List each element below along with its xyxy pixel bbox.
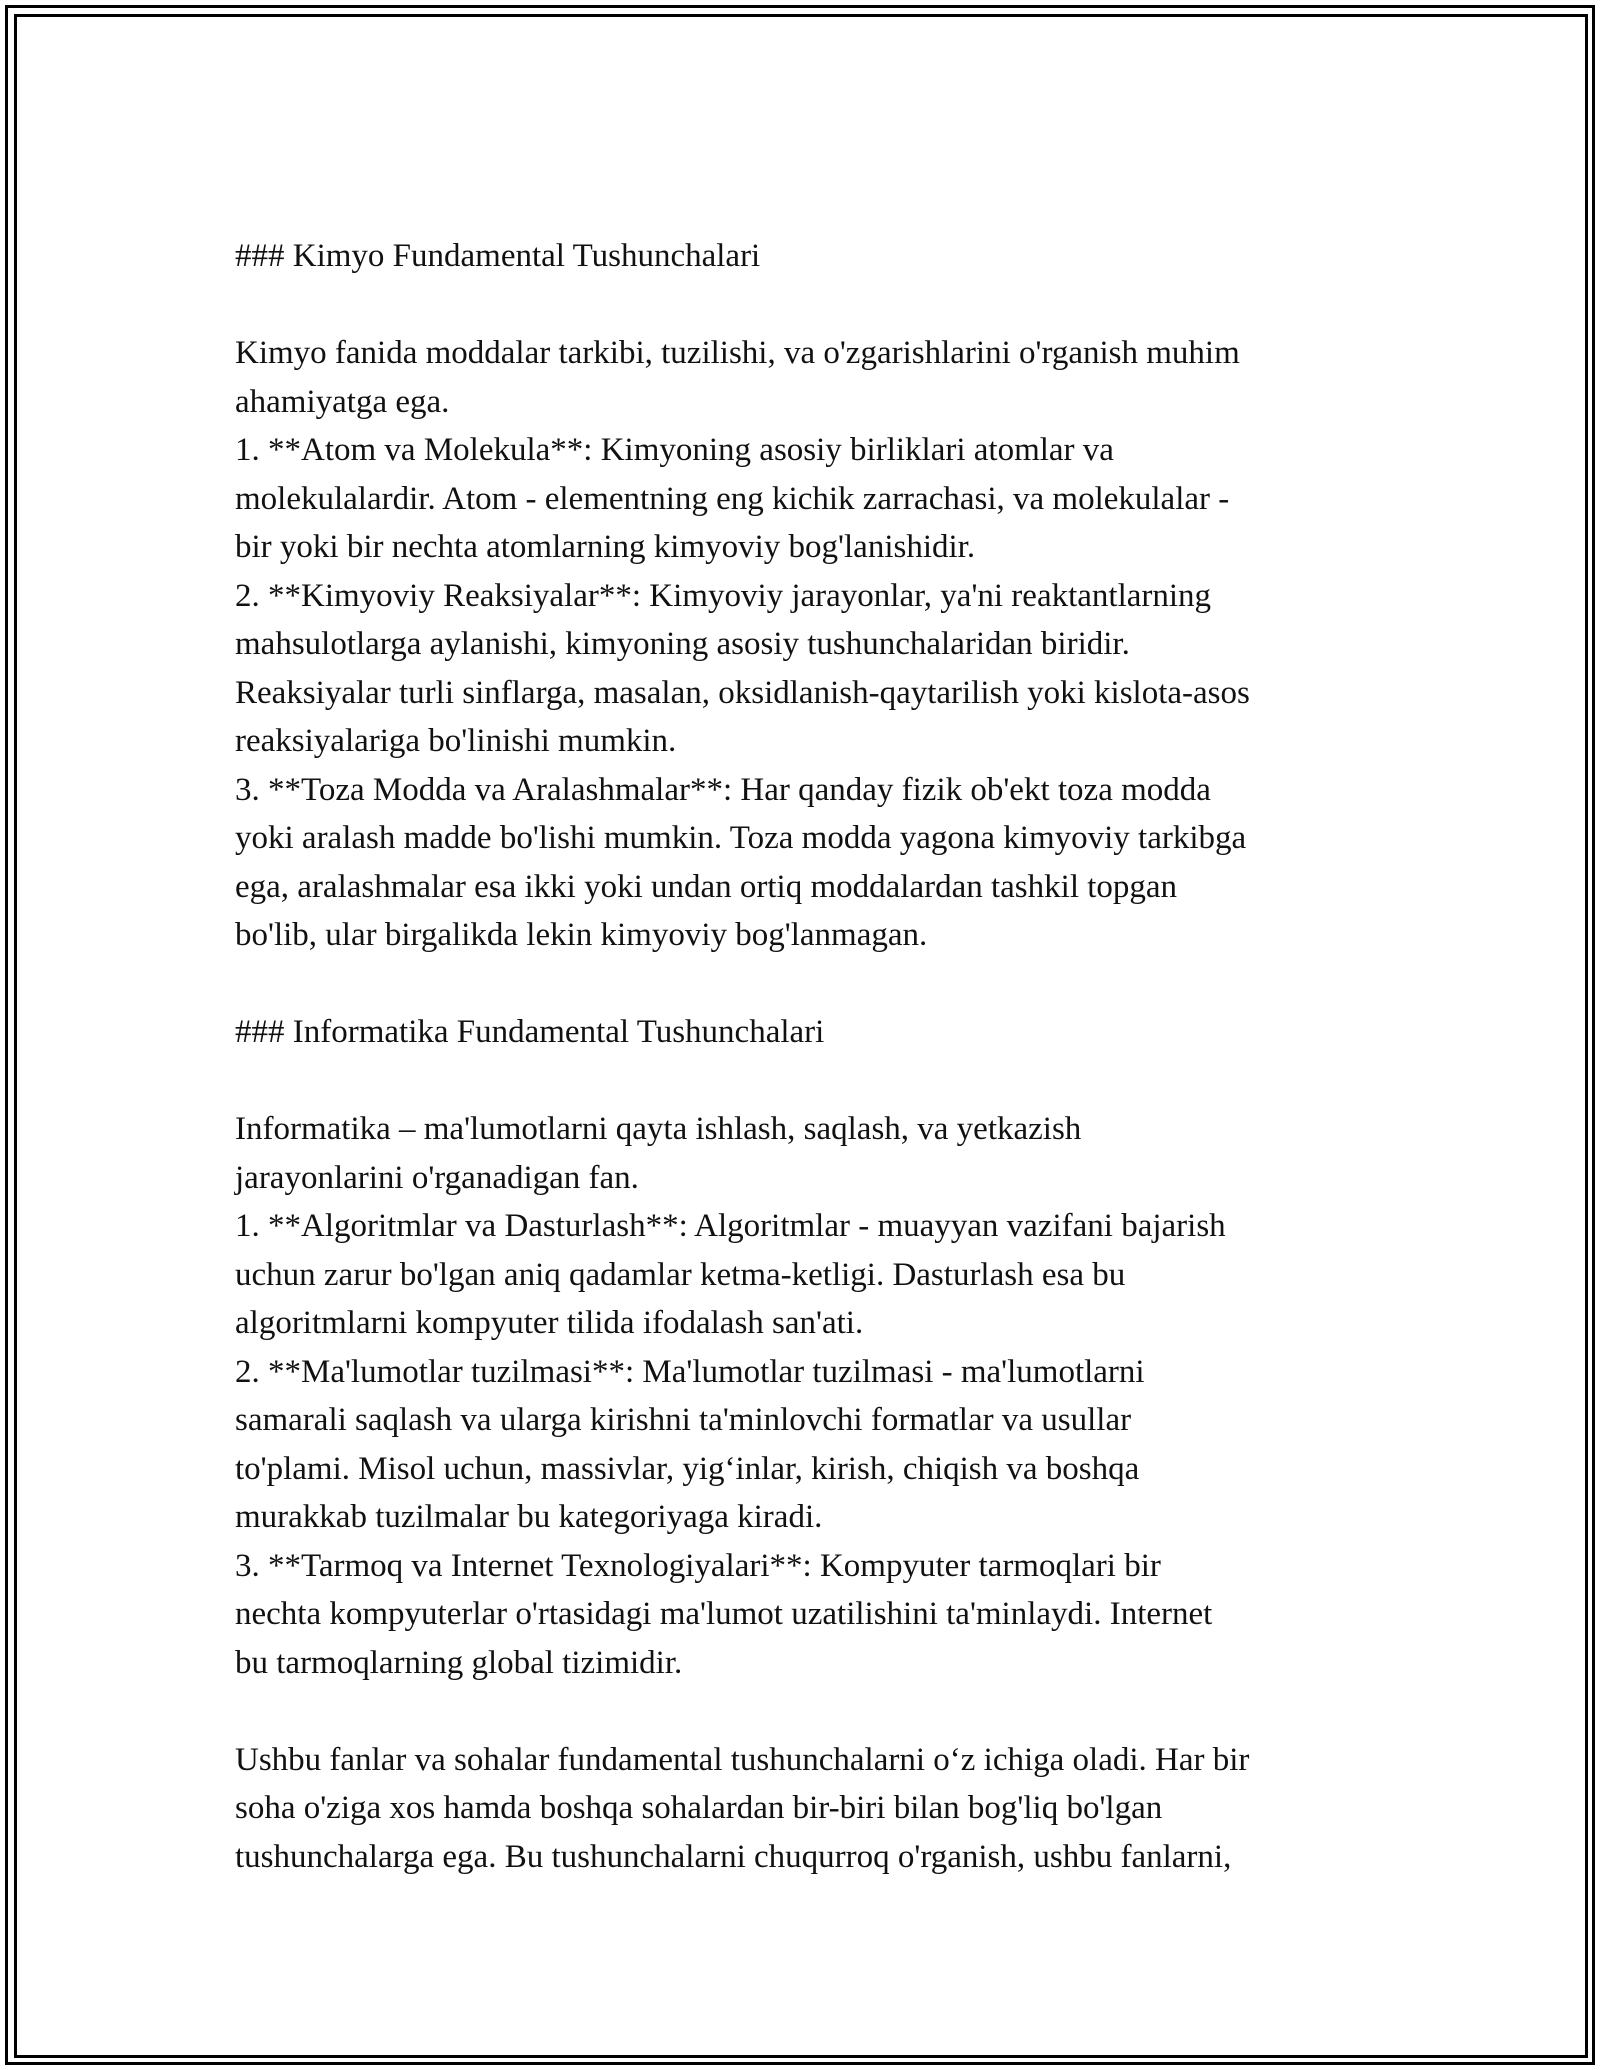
text-line: algoritmlarni kompyuter tilida ifodalash san'ati. [235, 1305, 864, 1341]
text-line: reaksiyalariga bo'linishi mumkin. [235, 723, 677, 759]
text-line: to'plami. Misol uchun, massivlar, yig‘inlar, kirish, chiqish va boshqa [235, 1450, 1140, 1487]
text-line: bu tarmoqlarning global tizimidir. [235, 1644, 683, 1681]
text-line: yoki aralash madde bo'lishi mumkin. Toza modda yagona kimyoviy tarkibga [235, 820, 1247, 856]
text-line: nechta kompyuterlar o'rtasidagi ma'lumot uzatilishini ta'minlaydi. Internet [235, 1596, 1213, 1632]
text-line: ega, aralashmalar esa ikki yoki undan ortiq moddalardan tashkil topgan [235, 868, 1178, 905]
list-item-line: 2. **Ma'lumotlar tuzilmasi**: Ma'lumotlar tuzilmasi - ma'lumotlarni [235, 1353, 1145, 1390]
list-item-line: 1. **Atom va Molekula**: Kimyoning asosiy birliklari atomlar va [235, 432, 1114, 468]
text-line: Ushbu fanlar va sohalar fundamental tushunchalarni o‘z ichiga oladi. Har bir [235, 1741, 1250, 1778]
text-line: ahamiyatga ega. [235, 383, 450, 420]
section-heading-informatics: ### Informatika Fundamental Tushunchalari [235, 1014, 825, 1050]
text-line: soha o'ziga xos hamda boshqa sohalardan bir-biri bilan bog'liq bo'lgan [235, 1790, 1163, 1826]
blank-line [235, 960, 1385, 1009]
text-line: jarayonlarini o'rganadigan fan. [235, 1159, 639, 1196]
text-line: murakkab tuzilmalar bu kategoriyaga kiradi. [235, 1499, 823, 1535]
text-line: tushunchalarga ega. Bu tushunchalarni chuqurroq o'rganish, ushbu fanlarni, [235, 1838, 1232, 1875]
text-line: Reaksiyalar turli sinflarga, masalan, oksidlanish-qaytarilish yoki kislota-asos [235, 674, 1250, 711]
text-line: Informatika – ma'lumotlarni qayta ishlash, saqlash, va yetkazish [235, 1111, 1082, 1147]
blank-line [235, 1687, 1385, 1736]
list-item-line: 3. **Toza Modda va Aralashmalar**: Har qanday fizik ob'ekt toza modda [235, 771, 1211, 808]
text-line: mahsulotlarga aylanishi, kimyoning asosiy tushunchalaridan biridir. [235, 626, 1130, 662]
blank-line [235, 281, 1385, 330]
blank-line [235, 1057, 1385, 1106]
list-item-line: 3. **Tarmoq va Internet Texnologiyalari**: Kompyuter tarmoqlari bir [235, 1547, 1161, 1584]
text-line: Kimyo fanida moddalar tarkibi, tuzilishi, va o'zgarishlarini o'rganish muhim [235, 335, 1240, 371]
text-line: bir yoki bir nechta atomlarning kimyoviy bog'lanishidir. [235, 529, 976, 565]
document-body [235, 232, 1385, 1881]
text-line: samarali saqlash va ularga kirishni ta'minlovchi formatlar va usullar [235, 1402, 1132, 1438]
list-item-line: 1. **Algoritmlar va Dasturlash**: Algoritmlar - muayyan vazifani bajarish [235, 1208, 1226, 1244]
text-line: molekulalardir. Atom - elementning eng kichik zarrachasi, va molekulalar - [235, 480, 1230, 517]
list-item-line: 2. **Kimyoviy Reaksiyalar**: Kimyoviy jarayonlar, ya'ni reaktantlarning [235, 577, 1212, 614]
text-line: bo'lib, ular birgalikda lekin kimyoviy bog'lanmagan. [235, 917, 928, 953]
section-heading-chemistry: ### Kimyo Fundamental Tushunchalari [235, 238, 761, 274]
text-line: uchun zarur bo'lgan aniq qadamlar ketma-ketligi. Dasturlash esa bu [235, 1256, 1126, 1293]
